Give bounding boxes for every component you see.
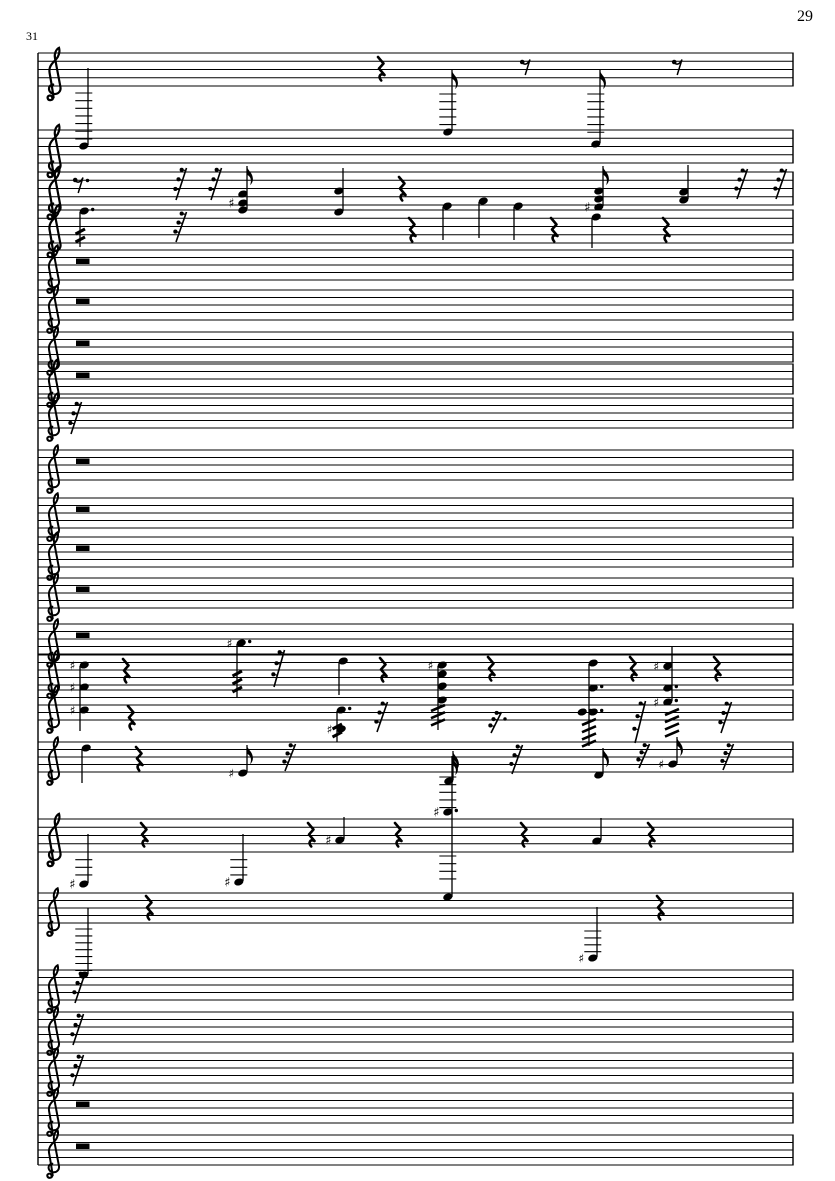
svg-text:♯: ♯ <box>228 766 235 781</box>
svg-text:♯: ♯ <box>653 659 660 674</box>
svg-text:♯: ♯ <box>69 877 76 893</box>
svg-text:♯: ♯ <box>653 695 660 710</box>
svg-text:♯: ♯ <box>433 805 440 821</box>
svg-text:♯: ♯ <box>69 658 76 673</box>
svg-text:♯: ♯ <box>578 951 585 966</box>
svg-text:♯: ♯ <box>224 875 231 891</box>
svg-text:♯: ♯ <box>326 722 333 737</box>
svg-text:♯: ♯ <box>226 636 233 651</box>
svg-text:♯: ♯ <box>69 703 76 718</box>
svg-text:♯: ♯ <box>584 200 591 216</box>
measure-number: 31 <box>26 29 38 43</box>
svg-text:♯: ♯ <box>69 680 76 695</box>
page-number: 29 <box>797 8 813 25</box>
svg-text:♯: ♯ <box>228 196 235 212</box>
svg-text:♯: ♯ <box>325 833 332 849</box>
svg-text:♯: ♯ <box>658 757 665 772</box>
svg-text:♯: ♯ <box>427 658 434 673</box>
